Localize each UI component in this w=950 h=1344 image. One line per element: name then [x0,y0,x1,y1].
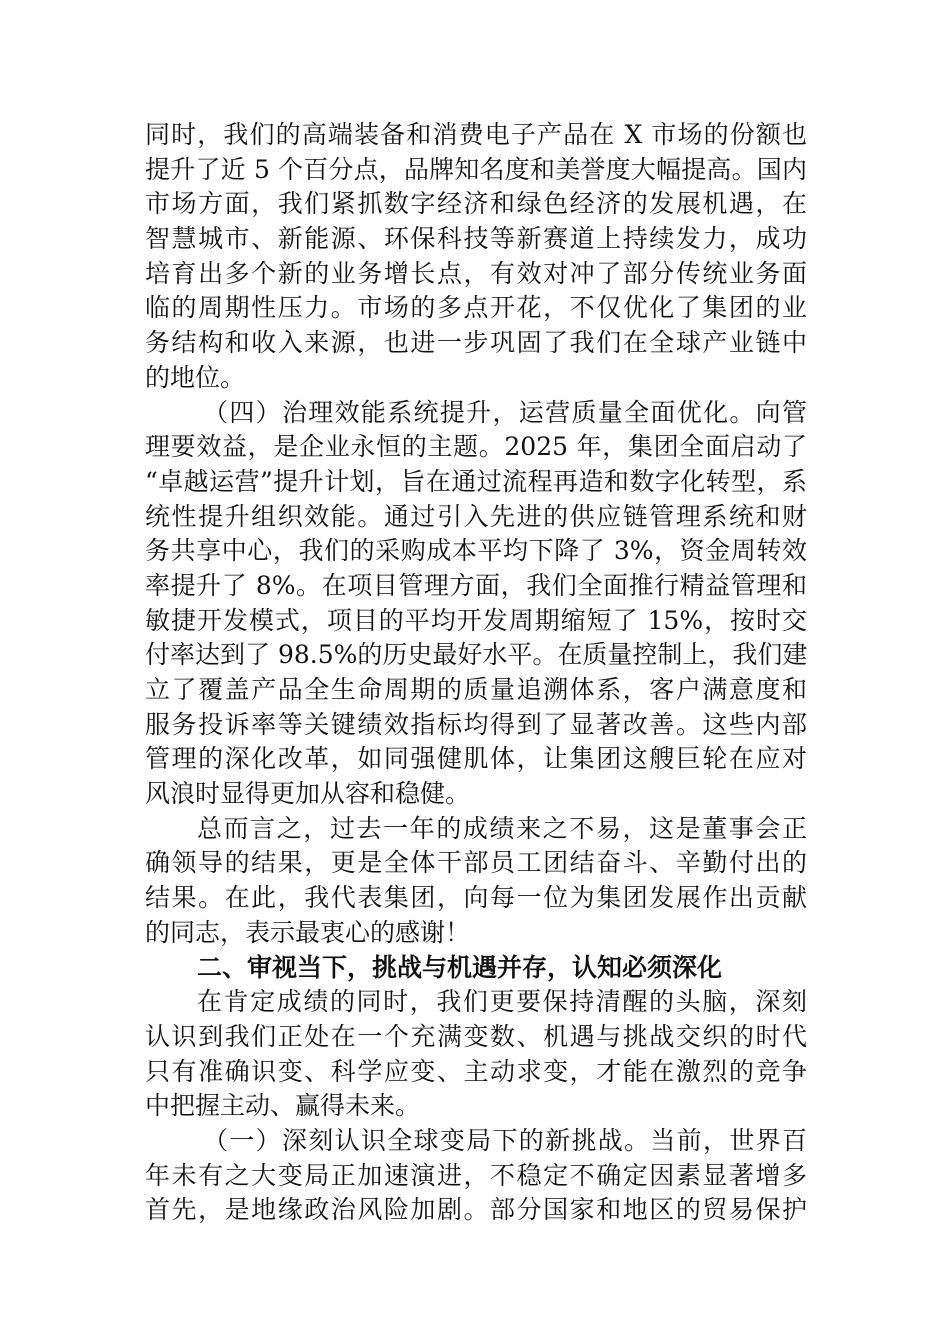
text-line: 的地位。 [145,362,246,392]
text-line: 风浪时显得更加从容和稳健。 [145,779,471,809]
text-line: 市场方面，我们紧抓数字经济和绿色经济的发展机遇，在 [145,189,807,219]
text-line: 中把握主动、赢得未来。 [145,1091,421,1121]
text-line: 培育出多个新的业务增长点，有效对冲了部分传统业务面 [145,258,807,288]
text-line: 首先，是地缘政治风险加剧。部分国家和地区的贸易保护 [145,1195,807,1225]
text-line: 同时，我们的高端装备和消费电子产品在 X 市场的份额也 [145,120,807,149]
text-line: 结果。在此，我代表集团，向每一位为集团发展作出贡献 [145,883,807,913]
text-line: 总而言之，过去一年的成绩来之不易，这是董事会正 [197,813,807,843]
text-line: （一）深刻认识全球变局下的新挑战。当前，世界百 [203,1125,807,1155]
text-line: 率提升了 8%。在项目管理方面，我们全面推行精益管理和 [145,570,807,600]
text-line: 付率达到了 98.5%的历史最好水平。在质量控制上，我们建 [145,640,808,670]
text-line: （四）治理效能系统提升，运营质量全面优化。向管 [203,397,807,427]
text-line: 在肯定成绩的同时，我们更要保持清醒的头脑，深刻 [197,987,807,1017]
text-line: 务结构和收入来源，也进一步巩固了我们在全球产业链中 [145,328,807,358]
document-page-body [145,118,807,1228]
text-line: 认识到我们正处在一个充满变数、机遇与挑战交织的时代 [145,1021,807,1051]
text-line: 年未有之大变局正加速演进，不稳定不确定因素显著增多 [145,1160,807,1190]
text-line: 管理的深化改革，如同强健肌体，让集团这艘巨轮在应对 [145,744,807,774]
text-line: “卓越运营”提升计划，旨在通过流程再造和数字化转型，系 [145,466,807,496]
text-line: 只有准确识变、科学应变、主动求变，才能在激烈的竞争 [145,1056,807,1086]
text-line: 提升了近 5 个百分点，品牌知名度和美誉度大幅提高。国内 [145,154,807,184]
text-line: 统性提升组织效能。通过引入先进的供应链管理系统和财 [145,501,807,531]
text-line: 立了覆盖产品全生命周期的质量追溯体系，客户满意度和 [145,675,807,704]
text-line: 理要效益，是企业永恒的主题。2025 年，集团全面启动了 [145,432,807,462]
text-line: 确领导的结果，更是全体干部员工团结奋斗、辛勤付出的 [145,848,807,878]
text-line: 敏捷开发模式，项目的平均开发周期缩短了 15%，按时交 [145,605,807,635]
text-line: 务共享中心，我们的采购成本平均下降了 3%，资金周转效 [145,536,807,566]
text-line: 智慧城市、新能源、环保科技等新赛道上持续发力，成功 [145,224,807,254]
text-line: 服务投诉率等关键绩效指标均得到了显著改善。这些内部 [145,709,807,739]
text-line: 临的周期性压力。市场的多点开花，不仅优化了集团的业 [145,293,807,323]
text-line: 的同志，表示最衷心的感谢！ [145,917,471,947]
section-heading: 二、审视当下，挑战与机遇并存，认知必须深化 [197,952,723,982]
